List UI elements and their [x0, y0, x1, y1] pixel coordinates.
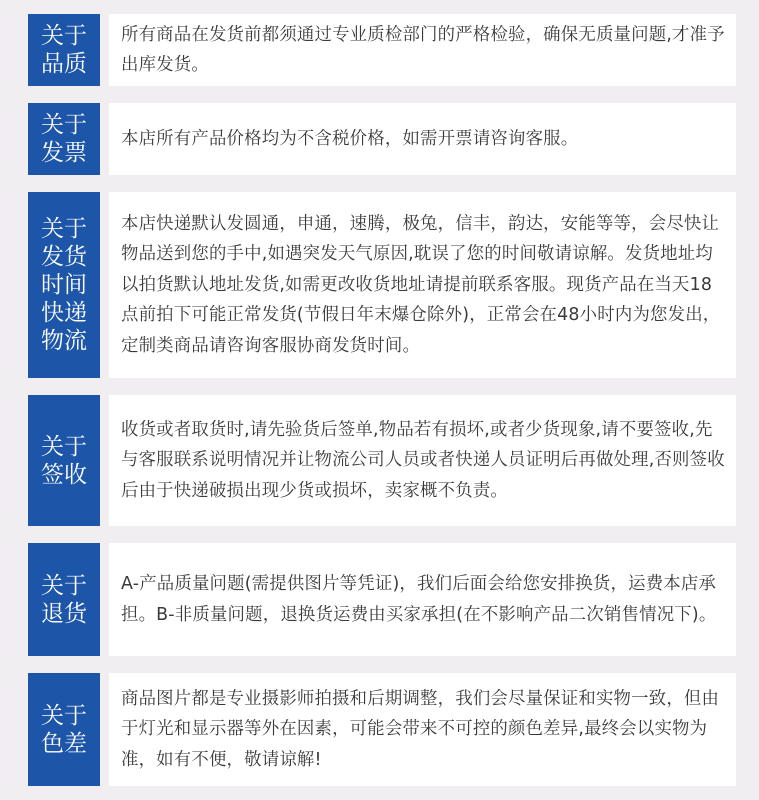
- policy-text: 商品图片都是专业摄影师拍摄和后期调整，我们会尽量保证和实物一致，但由于灯光和显示器等外在因素，可能会带来不可控的颜色差异,最终会以实物为准，如有不便，敬请谅解!: [121, 688, 720, 770]
- policy-label: [28, 103, 100, 175]
- policy-text: A-产品质量问题(需提供图片等凭证)，我们后面会给您安排换货，运费本店承担。B-非质量问题，退换货运费由买家承担(在不影响产品二次销售情况下)。: [121, 574, 717, 625]
- policy-card: [109, 543, 736, 656]
- policy-label-text: 关于发票: [41, 112, 87, 166]
- policy-label: [28, 14, 100, 86]
- policy-text: 所有商品在发货前都须通过专业质检部门的严格检验，确保无质量问题,才准予出库发货。: [121, 24, 725, 75]
- policy-text: 本店所有产品价格均为不含税价格，如需开票请咨询客服。: [121, 128, 579, 149]
- policy-label-text: 关于签收: [41, 433, 87, 488]
- policy-text: 收货或者取货时,请先验货后签单,物品若有损坏,或者少货现象,请不要签收,先与客服联系说明情况并让物流公司人员或者快递人员证明后再做处理,否则签收后由于快递破损出现少货或损坏，卖家概不负责。: [121, 419, 725, 501]
- policy-text: 本店快递默认发圆通，申通，速腾，极兔，信丰，韵达，安能等等，会尽快让物品送到您的手中,如遇突发天气原因,耽误了您的时间敬请谅解。发货地址均以拍货默认地址发货,如需更改收货地址请提前联系客服。现货产品在当天18点前拍下可能正常发货(节假日年末爆仓除外)，正常会在48小时内为您发出，定制类商品请咨询客服协商发货时间。: [121, 213, 721, 356]
- policy-card: [109, 192, 736, 378]
- policy-receipt: [28, 395, 736, 526]
- policy-card: [109, 673, 736, 786]
- policy-card: [109, 103, 736, 175]
- policy-return: [28, 543, 736, 656]
- policy-label: [28, 192, 100, 378]
- policy-card: [109, 14, 736, 86]
- policy-quality: [28, 14, 736, 86]
- policy-shipping: [28, 192, 736, 378]
- policy-label-text: 关于色差: [41, 702, 87, 757]
- policy-card: [109, 395, 736, 526]
- policy-label: [28, 395, 100, 526]
- policy-label: [28, 543, 100, 656]
- policy-label-text: 关于发货时间快递物流: [41, 216, 87, 354]
- policy-color-difference: [28, 673, 736, 786]
- policy-invoice: [28, 103, 736, 175]
- policy-label-text: 关于品质: [41, 23, 87, 77]
- policy-label-text: 关于退货: [41, 572, 87, 627]
- policy-label: [28, 673, 100, 786]
